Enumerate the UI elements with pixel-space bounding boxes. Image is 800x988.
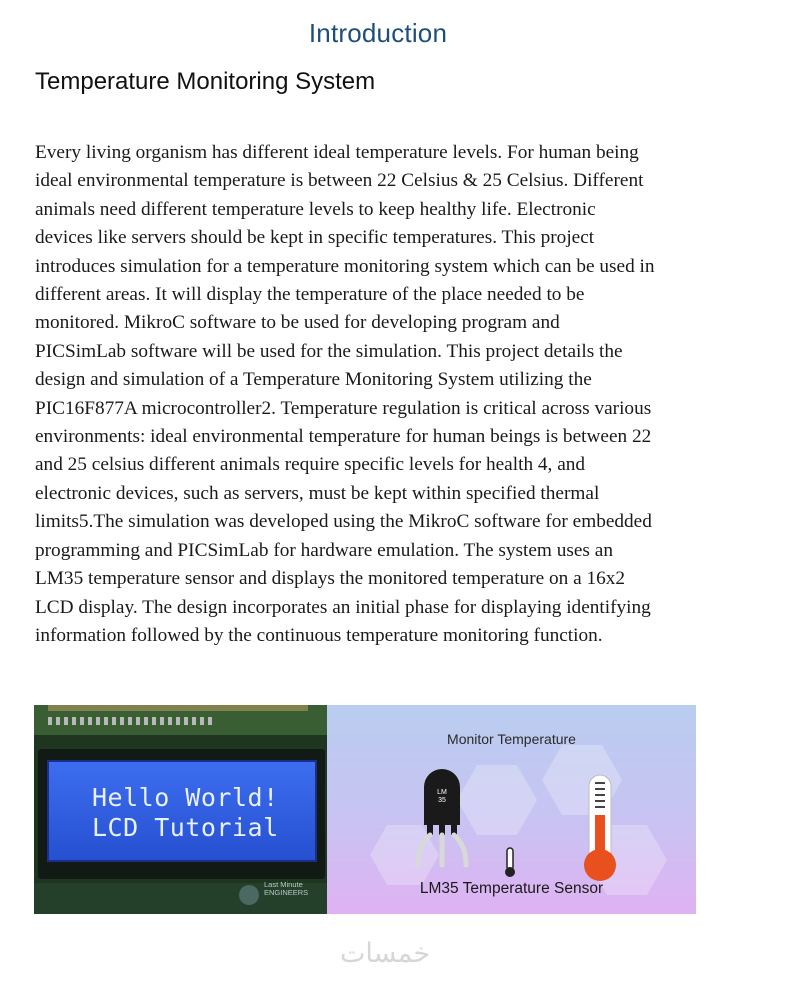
sensor-title: Monitor Temperature [447, 731, 576, 747]
body-line: design and simulation of a Temperature Monitoring System utilizing the [35, 369, 592, 391]
chip-label [430, 789, 454, 805]
body-line: limits5.The simulation was developed using the MikroC software for embedded [35, 511, 652, 533]
body-line: Every living organism has different ideal temperature levels. For human being [35, 142, 639, 163]
body-line: monitored. MikroC software to be used for developing program and [35, 312, 560, 334]
sensor-image [327, 705, 696, 914]
sensor-caption: LM35 Temperature Sensor [419, 880, 604, 897]
body-line: animals need different temperature levels to keep healthy life. Electronic [35, 198, 596, 220]
body-line: introduces simulation for a temperature monitoring system which can be used in [35, 255, 655, 277]
body-line: LM35 temperature sensor and displays the monitored temperature on a 16x2 [35, 568, 626, 590]
lcd-screen-text [92, 783, 292, 843]
small-thermometer-icon [505, 848, 515, 877]
body-line: PIC16F877A microcontroller2. Temperature regulation is critical across various [35, 397, 652, 419]
lcd-photo [34, 705, 327, 914]
lcd-brand-line-2: ENGINEERS [264, 888, 309, 897]
body-line: different areas. It will display the temperature of the place needed to be [35, 284, 585, 306]
figure-row [34, 705, 696, 914]
body-line: environments: ideal environmental temperature for human beings is between 22 [35, 426, 652, 448]
body-line: electronic devices, such as servers, must be kept within specified thermal [35, 482, 600, 504]
body-paragraph [35, 139, 735, 650]
section-title: Temperature Monitoring System [35, 68, 376, 95]
lcd-brand-logo [264, 881, 308, 897]
thermometer-icon [584, 775, 616, 881]
body-line: programming and PICSimLab for hardware emulation. The system uses an [35, 539, 613, 561]
body-line: LCD display. The design incorporates an initial phase for displaying identifying [35, 596, 651, 618]
watermark: خمسات [339, 938, 431, 969]
lcd-line-2: LCD Tutorial [92, 813, 279, 842]
body-line: information followed by the continuous temperature monitoring function. [35, 624, 603, 646]
body-line: and 25 celsius different animals require specific levels for health 4, and [35, 454, 586, 476]
body-line: PICSimLab software will be used for the simulation. This project details the [35, 340, 623, 362]
body-line: devices like servers should be kept in specific temperatures. This project [35, 227, 595, 249]
chip-label-2: 35 [438, 797, 446, 804]
chip-label-1: LM [437, 789, 447, 796]
lcd-line-1: Hello World! [92, 783, 279, 812]
body-line: ideal environmental temperature is between 22 Celsius & 25 Celsius. Different [35, 170, 644, 192]
lcd-brand-line-1: Last Minute [264, 880, 303, 889]
page-heading: Introduction [308, 18, 448, 48]
